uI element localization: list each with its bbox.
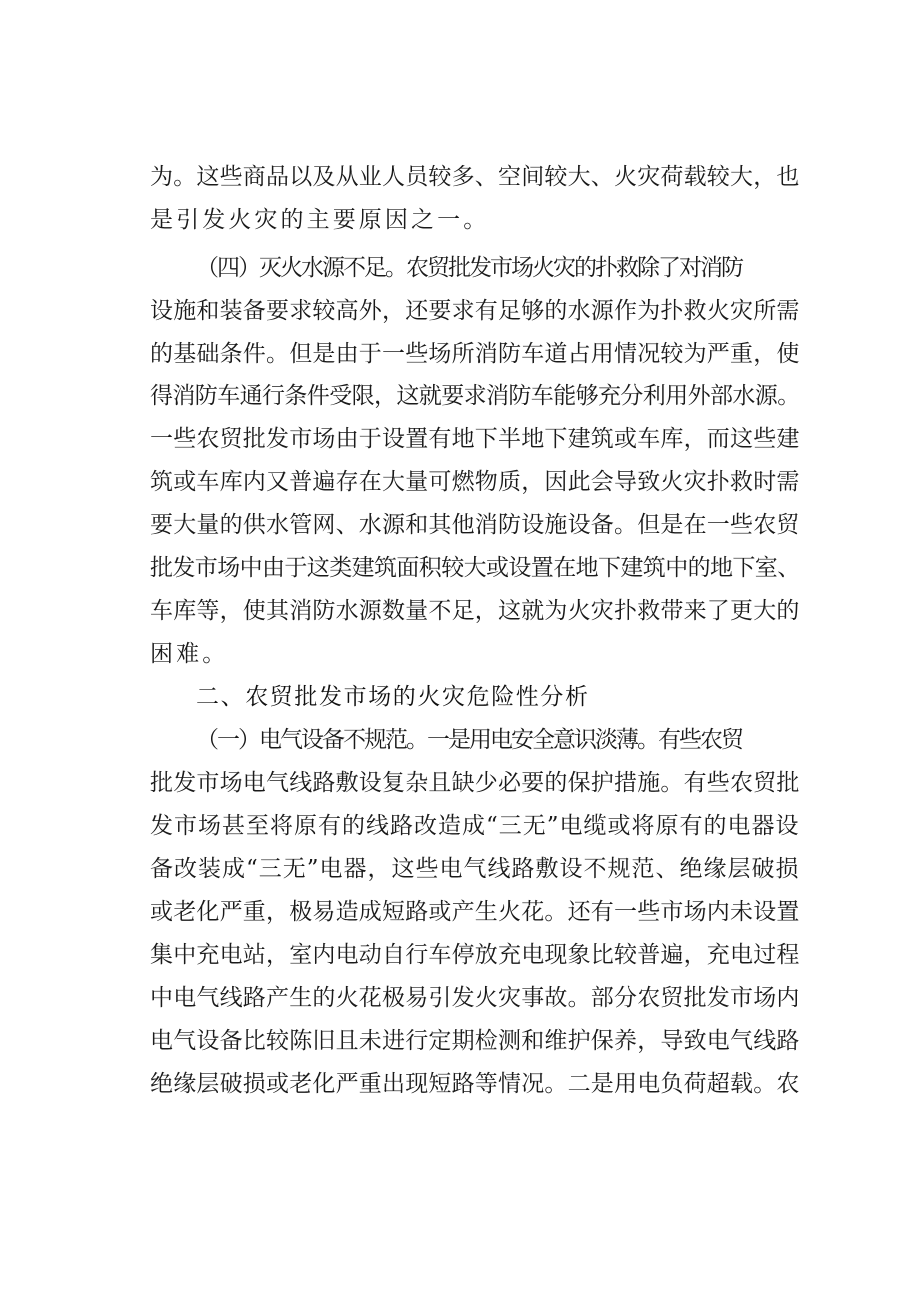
- text-line: （一）电气设备不规范。一是用电安全意识淡薄。有些农贸: [196, 727, 742, 753]
- text-line: 筑或车库内又普遍存在大量可燃物质，因此会导致火灾扑救时需: [150, 469, 800, 495]
- text-line: 为。这些商品以及从业人员较多、空间较大、火灾荷载较大，也: [150, 164, 800, 190]
- text-line: 中电气线路产生的火花极易引发火灾事故。部分农贸批发市场内: [150, 985, 800, 1011]
- section-heading: 二、农贸批发市场的火灾危险性分析: [196, 684, 590, 710]
- text-line: 集中充电站，室内电动自行车停放充电现象比较普遍，充电过程: [150, 942, 800, 968]
- text-line: 设施和装备要求较高外，还要求有足够的水源作为扑救火灾所需: [150, 298, 800, 324]
- text-line: 的基础条件。但是由于一些场所消防车道占用情况较为严重，使: [150, 341, 800, 367]
- text-line: 绝缘层破损或老化严重出现短路等情况。二是用电负荷超载。农: [150, 1071, 800, 1097]
- text-line: 一些农贸批发市场由于设置有地下半地下建筑或车库，而这些建: [150, 426, 800, 452]
- text-line: 批发市场中由于这类建筑面积较大或设置在地下建筑中的地下室、: [150, 555, 800, 581]
- text-line: 车库等，使其消防水源数量不足，这就为火灾扑救带来了更大的: [150, 598, 800, 624]
- text-line: 电气设备比较陈旧且未进行定期检测和维护保养，导致电气线路: [150, 1028, 800, 1054]
- text-line: 批发市场电气线路敷设复杂且缺少必要的保护措施。有些农贸批: [150, 770, 800, 796]
- text-line: 备改装成“三无”电器，这些电气线路敷设不规范、绝缘层破损: [150, 856, 800, 882]
- text-line: 要大量的供水管网、水源和其他消防设施设备。但是在一些农贸: [150, 512, 800, 538]
- text-line: 得消防车通行条件受限，这就要求消防车能够充分利用外部水源。: [150, 383, 800, 409]
- text-line: 发市场甚至将原有的线路改造成“三无”电缆或将原有的电器设: [150, 813, 800, 839]
- text-line: 困难。: [150, 641, 229, 667]
- text-line: 是引发火灾的主要原因之一。: [150, 207, 490, 233]
- text-line: （四）灭火水源不足。农贸批发市场火灾的扑救除了对消防: [196, 255, 742, 281]
- text-line: 或老化严重，极易造成短路或产生火花。还有一些市场内未设置: [150, 899, 800, 925]
